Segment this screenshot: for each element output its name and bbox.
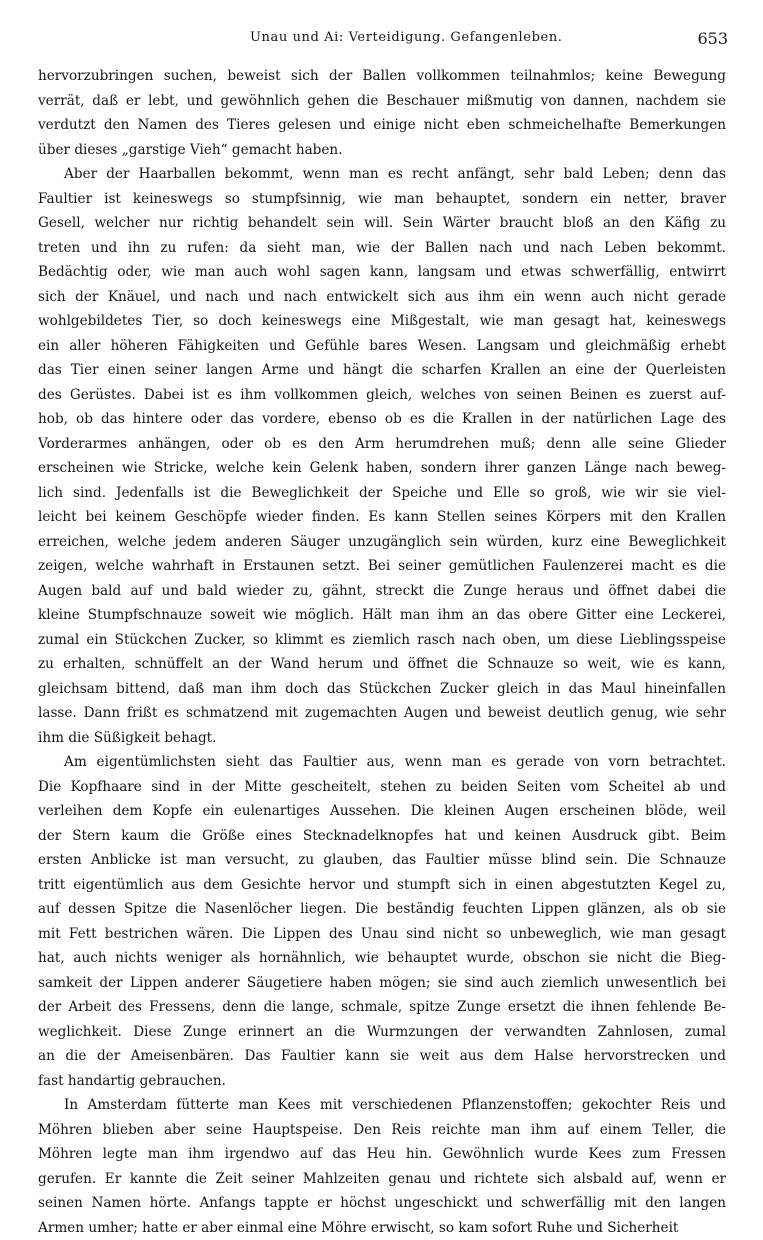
text-line: treten und ihn zu rufen: da sieht man, wie der Ballen nach und nach Leben bekommt. [38, 236, 726, 261]
text-line: wohlgebildetes Tier, so doch keineswegs eine Mißgestalt, wie man gesagt hat, keineswegs [38, 309, 726, 334]
text-line: auf dessen Spitze die Nasenlöcher liegen. Die beständig feuchten Lippen glänzen, als ob sie [38, 897, 726, 922]
paragraph [38, 750, 726, 1093]
text-line: der Arbeit des Fressens, denn die lange, schmale, spitze Zunge ersetzt die ihnen fehlende Be- [38, 995, 726, 1020]
text-line: lich sind. Jedenfalls ist die Beweglichkeit der Speiche und Elle so groß, wie wir sie viel- [38, 481, 726, 506]
text-line: verleihen dem Kopfe ein eulenartiges Aussehen. Die kleinen Augen erscheinen blöde, weil [38, 799, 726, 824]
text-line: Die Kopfhaare sind in der Mitte gescheitelt, stehen zu beiden Seiten vom Scheitel ab und [38, 775, 726, 800]
text-line: fast handartig gebrauchen. [38, 1069, 726, 1094]
paragraph [38, 1093, 726, 1240]
paragraph [38, 64, 726, 162]
body-text [38, 64, 726, 1240]
text-line: Bedächtig oder, wie man auch wohl sagen kann, langsam und etwas schwerfällig, entwirrt [38, 260, 726, 285]
text-line: gleichsam bittend, daß man ihm doch das Stückchen Zucker gleich in das Maul hineinfallen [38, 677, 726, 702]
text-line: zu erhalten, schnüffelt an der Wand herum und öffnet die Schnauze so weit, wie es kann, [38, 652, 726, 677]
text-line: Am eigentümlichsten sieht das Faultier aus, wenn man es gerade von vorn betrachtet. [38, 750, 726, 775]
text-line: erscheinen wie Stricke, welche kein Gelenk haben, sondern ihrer ganzen Länge nach beweg- [38, 456, 726, 481]
text-line: das Tier einen seiner langen Arme und hängt die scharfen Krallen an eine der Querleisten [38, 358, 726, 383]
text-line: der Stern kaum die Größe eines Stecknadelknopfes hat und keinen Ausdruck gibt. Beim [38, 824, 726, 849]
text-line: weglichkeit. Diese Zunge erinnert an die Wurmzungen der verwandten Zahnlosen, zumal [38, 1020, 726, 1045]
text-line: Armen umher; hatte er aber einmal eine Möhre erwischt, so kam sofort Ruhe und Sicherheit [38, 1216, 726, 1240]
text-line: seinen Namen hörte. Anfangs tappte er höchst ungeschickt und schwerfällig mit den langen [38, 1191, 726, 1216]
text-line: tritt eigentümlich aus dem Gesichte hervor und stumpft sich in einen abgestutzten Kegel zu, [38, 873, 726, 898]
text-line: leicht bei keinem Geschöpfe wieder finden. Es kann Stellen seines Körpers mit den Krallen [38, 505, 726, 530]
text-line: hat, auch nichts weniger als hornähnlich, wie behauptet wurde, obschon sie nicht die Bieg- [38, 946, 726, 971]
text-line: erreichen, welche jedem anderen Säuger unzugänglich sein würden, kurz eine Beweglichkeit [38, 530, 726, 555]
text-line: kleine Stumpfschnauze soweit wie möglich. Hält man ihm an das obere Gitter eine Leckerei, [38, 603, 726, 628]
text-line: ihm die Süßigkeit behagt. [38, 726, 726, 751]
text-line: über dieses „garstige Vieh“ gemacht haben. [38, 138, 726, 163]
text-line: Möhren blieben aber seine Hauptspeise. Den Reis reichte man ihm auf einem Teller, die [38, 1118, 726, 1143]
text-line: an die der Ameisenbären. Das Faultier kann sie weit aus dem Halse hervorstrecken und [38, 1044, 726, 1069]
text-line: hervorzubringen suchen, beweist sich der Ballen vollkommen teilnahmlos; keine Bewegung [38, 64, 726, 89]
text-line: ein aller höheren Fähigkeiten und Gefühle bares Wesen. Langsam und gleichmäßig erhebt [38, 334, 726, 359]
text-line: Gesell, welcher nur richtig behandelt sein will. Sein Wärter braucht bloß an den Käfig zu [38, 211, 726, 236]
page-number: 653 [697, 29, 728, 48]
text-line: zumal ein Stückchen Zucker, so klimmt es ziemlich rasch nach oben, um diese Lieblingsspeise [38, 628, 726, 653]
text-line: In Amsterdam fütterte man Kees mit verschiedenen Pflanzenstoffen; gekochter Reis und [38, 1093, 726, 1118]
paragraph [38, 162, 726, 750]
text-line: verdutzt den Namen des Tieres gelesen und einige nicht eben schmeichelhafte Bemerkungen [38, 113, 726, 138]
text-line: Aber der Haarballen bekommt, wenn man es recht anfängt, sehr bald Leben; denn das [38, 162, 726, 187]
running-head: Unau und Ai: Verteidigung. Gefangenleben. [250, 30, 563, 45]
text-line: verrät, daß er lebt, und gewöhnlich gehen die Beschauer mißmutig von dannen, nachdem sie [38, 89, 726, 114]
text-line: Möhren legte man ihm irgendwo auf das Heu hin. Gewöhnlich wurde Kees zum Fressen [38, 1142, 726, 1167]
page-header [38, 30, 728, 54]
text-line: mit Fett bestrichen wären. Die Lippen des Unau sind nicht so unbeweglich, wie man gesagt [38, 922, 726, 947]
text-line: ersten Anblicke ist man versucht, zu glauben, das Faultier müsse blind sein. Die Schnauze [38, 848, 726, 873]
text-line: samkeit der Lippen anderer Säugetiere haben mögen; sie sind auch ziemlich unwesentlich bei [38, 971, 726, 996]
text-line: zeigen, welche wahrhaft in Erstaunen setzt. Bei seiner gemütlichen Faulenzerei macht es die [38, 554, 726, 579]
text-line: gerufen. Er kannte die Zeit seiner Mahlzeiten genau und richtete sich alsbald auf, wenn er [38, 1167, 726, 1192]
text-line: Vorderarmes anhängen, oder ob es den Arm herumdrehen muß; denn alle seine Glieder [38, 432, 726, 457]
text-line: Augen bald auf und bald wieder zu, gähnt, streckt die Zunge heraus und öffnet dabei die [38, 579, 726, 604]
text-line: hob, ob das hintere oder das vordere, ebenso ob es die Krallen in der natürlichen Lage des [38, 407, 726, 432]
text-line: Faultier ist keineswegs so stumpfsinnig, wie man behauptet, sondern ein netter, braver [38, 187, 726, 212]
text-line: sich der Knäuel, und nach und nach entwickelt sich aus ihm ein wenn auch nicht gerade [38, 285, 726, 310]
text-line: des Gerüstes. Dabei ist es ihm vollkommen gleich, welches von seinen Beinen es zuerst auf- [38, 383, 726, 408]
text-line: lasse. Dann frißt es schmatzend mit zugemachten Augen und beweist deutlich genug, wie sehr [38, 701, 726, 726]
